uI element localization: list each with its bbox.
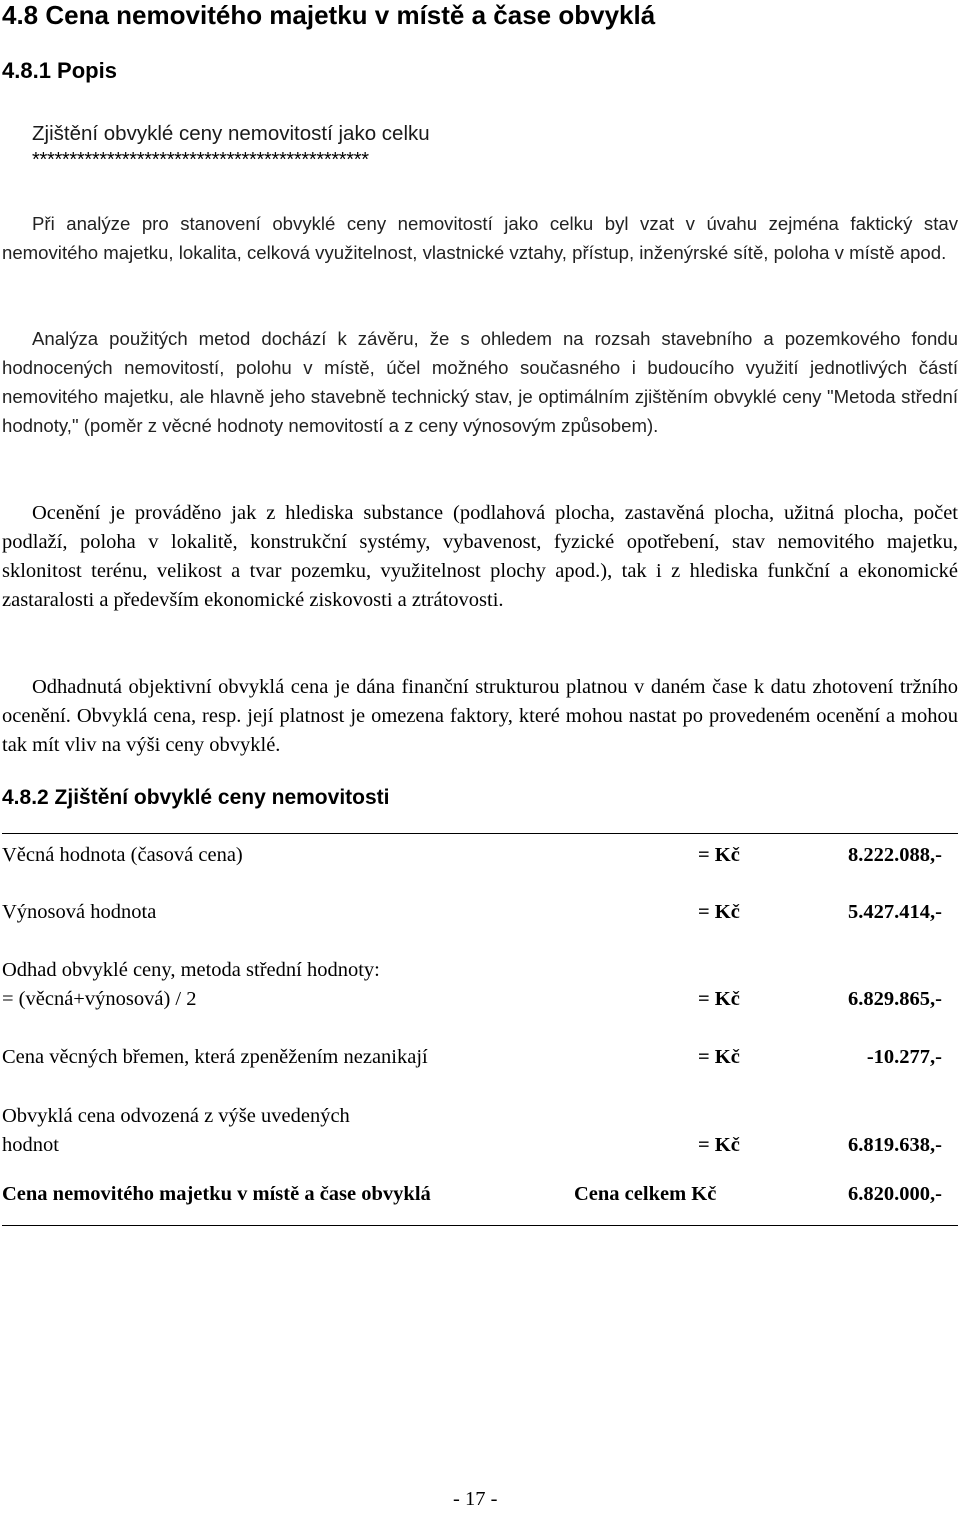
row-label-derived-price-cont: hodnot — [2, 1134, 59, 1156]
row-value: 8.222.088,- — [848, 844, 942, 866]
paragraph-method-conclusion: Analýza použitých metod dochází k závěru, že s ohledem na rozsah stavebního a pozemkového fondu hodnocených nemovitostí, polohu v místě, účel možného současného i budoucího využití jednotlivých částí nemovitého majetku, ale hlavně jeho stavebně technický stav, je optimálním zjištěním obvyklé ceny "Metoda střední hodnoty," (poměr z věcné hodnoty nemovitostí a z ceny výnosovým způsobem). — [2, 328, 958, 436]
row-value: -10.277,- — [866, 1046, 942, 1068]
total-currency-label: Cena celkem Kč — [574, 1183, 717, 1205]
paragraph-valuation-basis: Ocenění je prováděno jak z hlediska substance (podlahová plocha, zastavěná plocha, užitná plocha, počet podlaží, poloha v lokalitě, konstrukční systémy, vybavenost, fyzické opotřebení, stav nemovitého majetku, sklonitost terénu, velikost a tvar pozemku, využitelnost plochy apod.), tak i z hlediska funkční a ekonomické zastaralosti a především ekonomické ziskovosti a ztrátovosti. — [2, 502, 958, 611]
table-bottom-rule — [2, 1225, 958, 1226]
row-currency: = Kč — [698, 844, 740, 866]
subsection-heading-description: 4.8.1 Popis — [2, 58, 117, 83]
row-label-derived-price: Obvyklá cena odvozená z výše uvedených — [2, 1105, 350, 1127]
row-label-easements: Cena věcných břemen, která zpeněžením nezanikají — [2, 1046, 428, 1068]
page-number: - 17 - — [453, 1488, 498, 1510]
row-currency: = Kč — [698, 1134, 740, 1156]
total-value: 6.820.000,- — [848, 1183, 942, 1205]
row-value: 6.829.865,- — [848, 988, 942, 1010]
total-label: Cena nemovitého majetku v místě a čase obvyklá — [2, 1183, 431, 1205]
subsection-heading-price: 4.8.2 Zjištění obvyklé ceny nemovitosti — [2, 786, 390, 809]
row-value: 6.819.638,- — [848, 1134, 942, 1156]
paragraph-analysis-factors: Při analýze pro stanovení obvyklé ceny nemovitostí jako celku byl vzat v úvahu zejména faktický stav nemovitého majetku, lokalita, celková využitelnost, vlastnické vztahy, přístup, inženýrské sítě, poloha v místě apod. — [2, 213, 958, 263]
row-label-estimate: Odhad obvyklé ceny, metoda střední hodnoty: — [2, 959, 380, 981]
row-currency: = Kč — [698, 901, 740, 923]
row-label-material-value: Věcná hodnota (časová cena) — [2, 844, 243, 866]
row-currency: = Kč — [698, 988, 740, 1010]
row-label-estimate-formula: = (věcná+výnosová) / 2 — [2, 988, 197, 1010]
section-heading: 4.8 Cena nemovitého majetku v místě a čase obvyklá — [2, 0, 656, 30]
paragraph-price-validity: Odhadnutá objektivní obvyklá cena je dána finanční strukturou platnou v daném čase k datu zhotovení tržního ocenění. Obvyklá cena, resp. její platnost je omezena faktory, které mohou nastat po provedeném ocenění a mohou tak mít vliv na výši ceny obvyklé. — [2, 676, 958, 756]
intro-title: Zjištění obvyklé ceny nemovitostí jako celku — [32, 122, 430, 145]
table-top-rule — [2, 833, 958, 834]
asterisk-divider: ********************************************* — [32, 149, 369, 171]
row-label-yield-value: Výnosová hodnota — [2, 901, 157, 923]
row-value: 5.427.414,- — [848, 901, 942, 923]
row-currency: = Kč — [698, 1046, 740, 1068]
